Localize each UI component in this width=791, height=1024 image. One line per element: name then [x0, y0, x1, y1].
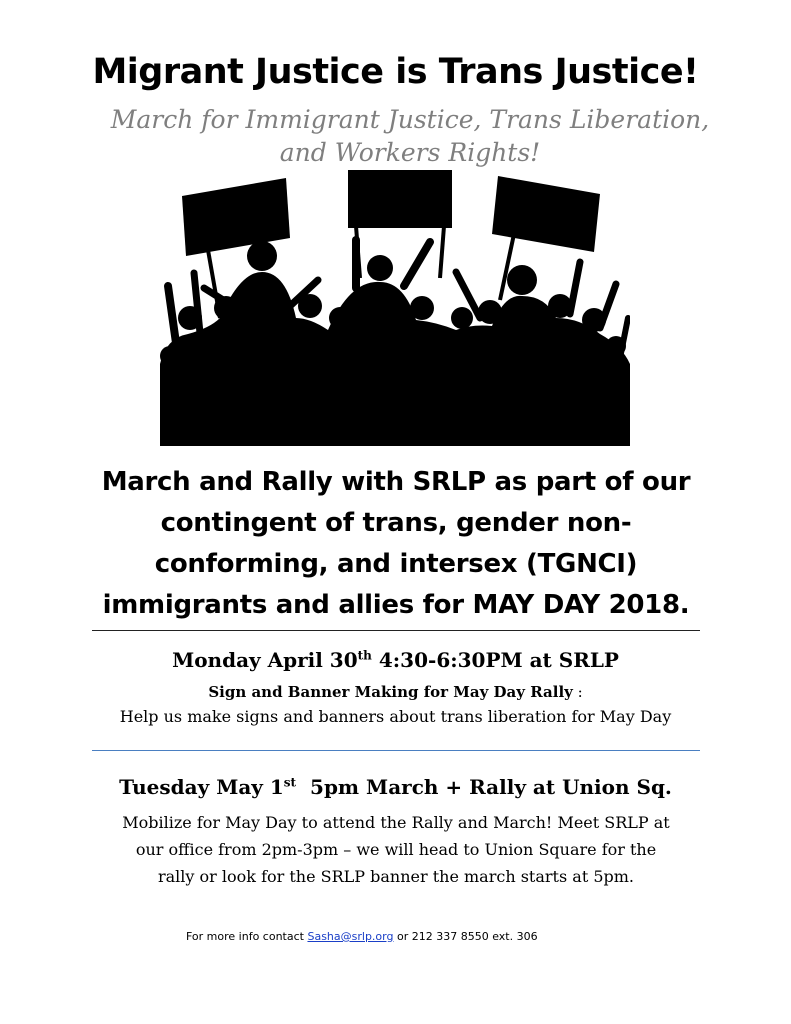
event-1-subheading-colon: : — [572, 683, 583, 701]
event-1-heading-post: 4:30-6:30PM at SRLP — [371, 648, 619, 672]
event-1-subheading-text: Sign and Banner Making for May Day Rally — [208, 683, 573, 701]
event-2-line-3: rally or look for the SRLP banner the march starts at 5pm. — [157, 867, 635, 886]
headline-line-1: March and Rally with SRLP as part of our — [101, 467, 691, 497]
event-2-heading-pre: Tuesday May 1 — [119, 775, 284, 799]
event-1-heading-sup: th — [357, 648, 372, 663]
event-2-line-1: Mobilize for May Day to attend the Rally and March! Meet SRLP at — [122, 813, 670, 832]
flyer-title: Migrant Justice is Trans Justice! — [92, 52, 699, 92]
event-2-line-2: our office from 2pm-3pm – we will head to Union Square for the — [135, 840, 657, 859]
headline-line-4: immigrants and allies for MAY DAY 2018. — [102, 590, 690, 620]
contact-prefix: For more info contact — [186, 930, 308, 943]
contact-suffix: or 212 337 8550 ext. 306 — [393, 930, 538, 943]
divider-black — [92, 630, 700, 631]
subtitle-line-2: and Workers Rights! — [279, 138, 541, 167]
contact-info — [186, 930, 538, 943]
subtitle-line-1: March for Immigrant Justice, Trans Liberation, — [110, 105, 710, 134]
headline-line-3: conforming, and intersex (TGNCI) — [154, 549, 638, 579]
contact-email-link[interactable]: Sasha@srlp.org — [307, 930, 394, 943]
event-2-description — [92, 809, 700, 890]
protest-crowd-silhouette-icon — [160, 168, 630, 446]
divider-blue — [92, 750, 700, 751]
headline — [70, 462, 722, 626]
event-2-heading — [0, 775, 791, 799]
flyer-subtitle — [110, 103, 710, 169]
event-1-heading — [0, 648, 791, 672]
event-2-heading-post: 5pm March + Rally at Union Sq. — [296, 775, 672, 799]
event-1-heading-pre: Monday April 30 — [172, 648, 358, 672]
event-1-subheading — [0, 683, 791, 701]
event-1-description: Help us make signs and banners about trans liberation for May Day — [119, 707, 672, 726]
headline-line-2: contingent of trans, gender non- — [160, 508, 632, 538]
event-2-heading-sup: st — [283, 775, 297, 790]
